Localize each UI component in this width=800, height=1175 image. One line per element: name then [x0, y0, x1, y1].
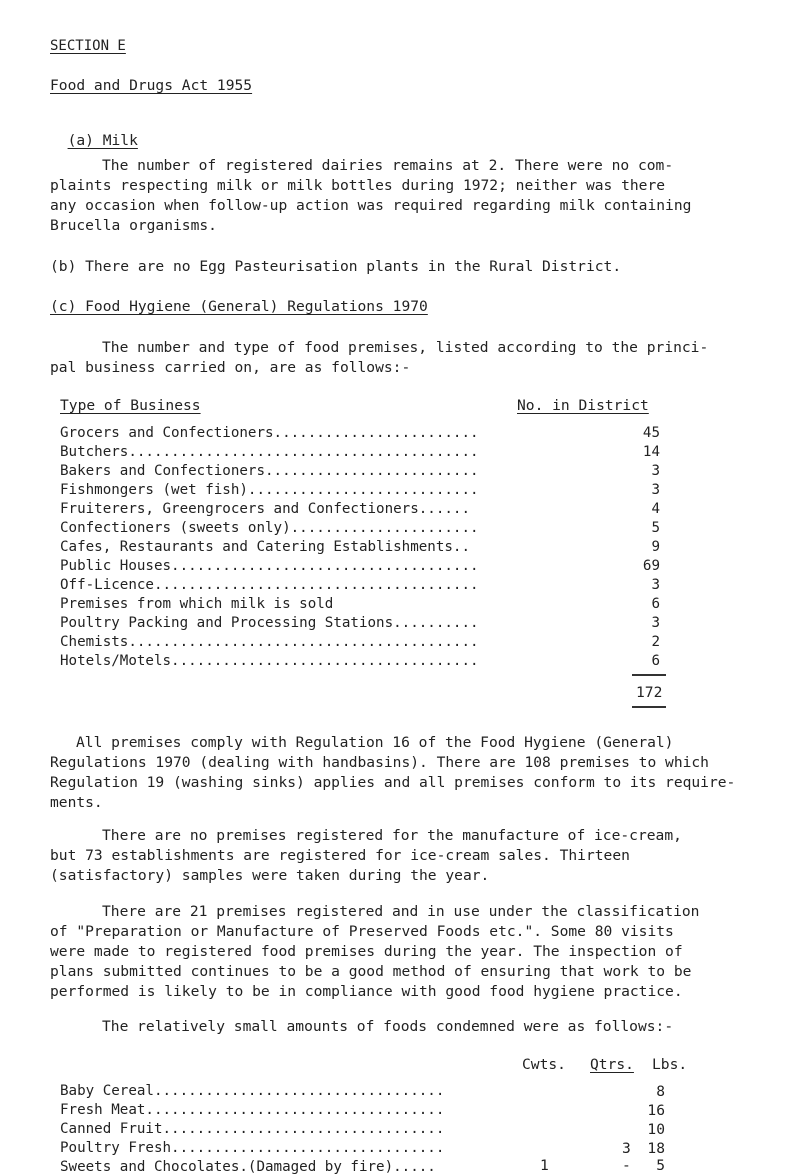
icecream-line: There are no premises registered for the manufacture of ice-cream, — [102, 827, 682, 844]
milk-line: The number of registered dairies remains at 2. There were no com- — [102, 157, 674, 174]
condemned-row-lbs: 5 — [656, 1157, 665, 1174]
col-lbs-header: Lbs. — [652, 1056, 688, 1073]
premises-row-value: 5 — [651, 520, 660, 536]
compliance-paragraph — [50, 733, 740, 813]
premises-row-value: 3 — [651, 615, 660, 631]
condemned-row-label: Canned Fruit................................. — [60, 1121, 445, 1137]
preserved-line: There are 21 premises registered and in use under the classification — [102, 903, 700, 920]
milk-paragraph — [50, 156, 740, 236]
condemned-row-lbs: 18 — [647, 1140, 665, 1157]
col-count-header: No. in District — [517, 397, 649, 414]
total-rule-top — [632, 674, 666, 676]
section-heading: SECTION E — [50, 38, 126, 54]
premises-row-value: 3 — [651, 463, 660, 479]
premises-row-value: 3 — [651, 577, 660, 593]
premises-row-label: Poultry Packing and Processing Stations.......... — [60, 615, 479, 631]
milk-heading — [50, 115, 138, 149]
premises-row-label: Chemists......................................... — [60, 634, 479, 650]
premises-row-label: Butchers......................................... — [60, 444, 479, 460]
compliance-line: All premises comply with Regulation 16 of the Food Hygiene (General) — [76, 734, 674, 751]
col-qtrs-header: Qtrs. — [590, 1056, 634, 1073]
premises-row-label: Bakers and Confectioners......................... — [60, 463, 479, 479]
premises-row-label: Public Houses.................................... — [60, 558, 479, 574]
premises-row-label: Off-Licence...................................... — [60, 577, 479, 593]
compliance-line: Regulation 19 (washing sinks) applies and all premises conform to its require- — [50, 774, 736, 791]
preserved-paragraph — [50, 902, 740, 1002]
premises-row-label: Fruiterers, Greengrocers and Confectioners...... — [60, 501, 470, 517]
condemned-row-label: Sweets and Chocolates.(Damaged by fire)..... — [60, 1159, 436, 1175]
icecream-paragraph — [50, 826, 740, 886]
premises-total: 172 — [636, 684, 663, 701]
condemned-row-lbs: 8 — [656, 1083, 665, 1100]
condemned-row-label: Baby Cereal.................................. — [60, 1083, 445, 1099]
premises-row-label: Grocers and Confectioners........................ — [60, 425, 479, 441]
preserved-line: performed is likely to be in compliance with good food hygiene practice. — [50, 983, 683, 1000]
preserved-line: plans submitted continues to be a good method of ensuring that work to be — [50, 963, 692, 980]
premises-row-value: 3 — [651, 482, 660, 498]
preserved-line: were made to registered food premises during the year. The inspection of — [50, 943, 683, 960]
condemned-row-qtrs: - — [622, 1157, 631, 1174]
premises-row-value: 45 — [642, 425, 660, 441]
milk-line: plaints respecting milk or milk bottles during 1972; neither was there — [50, 177, 666, 194]
premises-row-value: 4 — [651, 501, 660, 517]
milk-line: Brucella organisms. — [50, 217, 217, 234]
col-cwts-header: Cwts. — [522, 1056, 566, 1073]
hygiene-intro-line: The number and type of food premises, listed according to the princi- — [102, 339, 709, 356]
premises-row-label: Fishmongers (wet fish)........................... — [60, 482, 479, 498]
col-business-header: Type of Business — [60, 397, 201, 414]
premises-row-value: 2 — [651, 634, 660, 650]
premises-row-label: Hotels/Motels.................................... — [60, 653, 479, 669]
total-rule-bottom — [632, 706, 666, 708]
egg-paragraph: (b) There are no Egg Pasteurisation plants in the Rural District. — [50, 258, 622, 275]
milk-line: any occasion when follow-up action was required regarding milk containing — [50, 197, 692, 214]
condemned-row-lbs: 10 — [647, 1121, 665, 1138]
hygiene-intro — [50, 338, 740, 378]
compliance-line: Regulations 1970 (dealing with handbasins). There are 108 premises to which — [50, 754, 709, 771]
icecream-line: but 73 establishments are registered for ice-cream sales. Thirteen — [50, 847, 630, 864]
milk-heading-text: (a) Milk — [67, 132, 138, 149]
premises-row-value: 69 — [642, 558, 660, 574]
preserved-line: of "Preparation or Manufacture of Preserved Foods etc.". Some 80 visits — [50, 923, 674, 940]
icecream-line: (satisfactory) samples were taken during the year. — [50, 867, 490, 884]
premises-row-value: 14 — [642, 444, 660, 460]
condemned-row-qtrs: 3 — [622, 1140, 631, 1157]
premises-row-label: Premises from which milk is sold — [60, 596, 334, 612]
premises-row-label: Cafes, Restaurants and Catering Establishments.. — [60, 539, 470, 555]
condemned-row-cwts: 1 — [540, 1157, 549, 1174]
premises-row-value: 6 — [651, 596, 660, 612]
compliance-line: ments. — [50, 794, 103, 811]
hygiene-intro-line: pal business carried on, are as follows:- — [50, 359, 411, 376]
premises-row-label: Confectioners (sweets only)...................... — [60, 520, 479, 536]
condemned-row-lbs: 16 — [647, 1102, 665, 1119]
premises-row-value: 9 — [651, 539, 660, 555]
condemned-row-label: Poultry Fresh................................ — [60, 1140, 445, 1156]
premises-row-value: 6 — [651, 653, 660, 669]
hygiene-heading: (c) Food Hygiene (General) Regulations 1970 — [50, 298, 428, 315]
condemned-intro: The relatively small amounts of foods condemned were as follows:- — [102, 1018, 674, 1035]
act-title: Food and Drugs Act 1955 — [50, 77, 253, 94]
condemned-row-label: Fresh Meat................................... — [60, 1102, 445, 1118]
